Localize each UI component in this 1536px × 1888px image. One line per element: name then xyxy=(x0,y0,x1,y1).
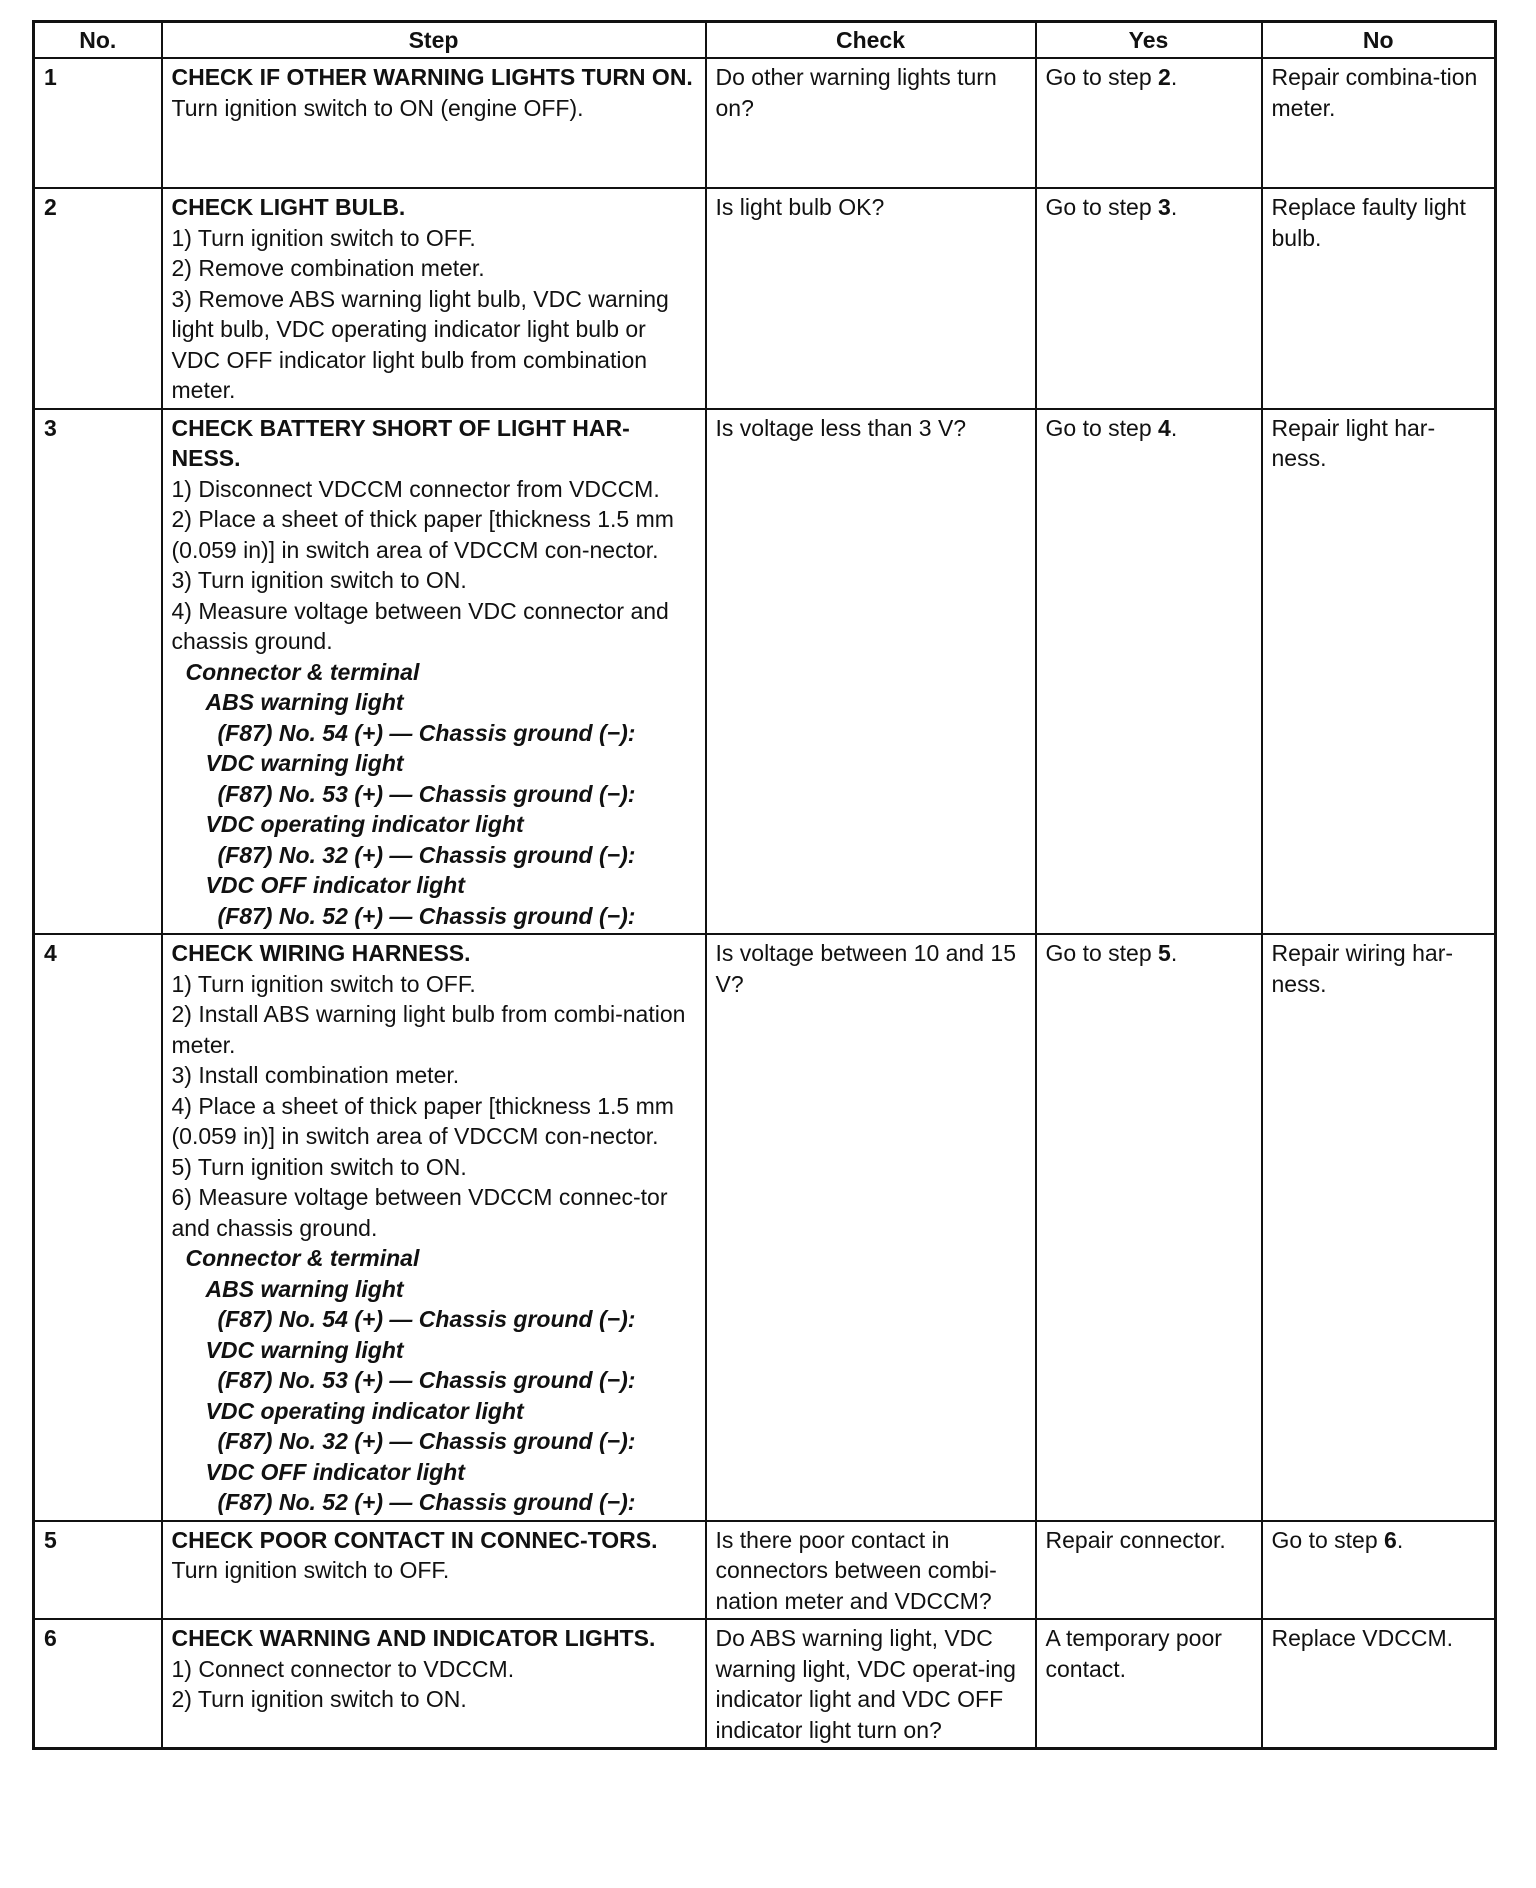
header-no-result: No xyxy=(1262,22,1496,59)
step-number: 5 xyxy=(34,1521,162,1620)
step-number: 4 xyxy=(34,934,162,1521)
yes-action-text: A temporary poor contact. xyxy=(1045,1625,1222,1682)
step-number: 2 xyxy=(34,188,162,409)
table-row xyxy=(34,58,1496,188)
yes-action-text: Go to step xyxy=(1045,194,1159,220)
step-instruction: 4) Place a sheet of thick paper [thickness 1.5 mm (0.059 in)] in switch area of VDCCM con-nector. xyxy=(171,1092,674,1149)
terminal-spec: VDC operating indicator light xyxy=(205,1397,524,1424)
terminal-spec: (F87) No. 32 (+) — Chassis ground (−): xyxy=(217,1428,636,1454)
step-cell xyxy=(162,1619,706,1749)
terminal-spec: (F87) No. 52 (+) — Chassis ground (−): xyxy=(217,1489,636,1515)
no-action-text: Repair wiring har-ness. xyxy=(1271,940,1454,997)
diagnostic-table xyxy=(32,20,1497,1750)
no-action-text: Repair combina-tion meter. xyxy=(1271,64,1478,121)
no-step-number: 6 xyxy=(1384,1526,1397,1553)
yes-action-text: Go to step xyxy=(1045,940,1159,966)
step-instruction: 2) Turn ignition switch to ON. xyxy=(171,1686,467,1712)
yes-step-number: 5 xyxy=(1158,940,1171,966)
terminal-spec: (F87) No. 53 (+) — Chassis ground (−): xyxy=(217,780,636,807)
step-title: CHECK BATTERY SHORT OF LIGHT HAR-NESS. xyxy=(171,414,630,471)
yes-cell xyxy=(1036,188,1262,409)
table-body xyxy=(34,58,1496,1749)
yes-cell xyxy=(1036,58,1262,188)
table-row xyxy=(34,1521,1496,1620)
no-cell xyxy=(1262,934,1496,1521)
no-action-text: Replace VDCCM. xyxy=(1271,1625,1453,1651)
step-instruction: 6) Measure voltage between VDCCM connec-tor and chassis ground. xyxy=(171,1184,668,1241)
step-cell xyxy=(162,58,706,188)
terminal-spec: (F87) No. 54 (+) — Chassis ground (−): xyxy=(217,719,636,746)
step-title: CHECK IF OTHER WARNING LIGHTS TURN ON. xyxy=(171,64,693,90)
header-check: Check xyxy=(706,22,1036,59)
yes-cell xyxy=(1036,409,1262,935)
step-number: 1 xyxy=(34,58,162,188)
no-action-suffix: . xyxy=(1396,1526,1404,1553)
yes-action-suffix: . xyxy=(1170,414,1178,441)
step-instruction: 3) Remove ABS warning light bulb, VDC warning light bulb, VDC operating indicator light bulb or VDC OFF indicator light bulb from combination meter. xyxy=(171,285,669,403)
yes-cell xyxy=(1036,934,1262,1521)
step-cell xyxy=(162,934,706,1521)
step-instruction: 2) Place a sheet of thick paper [thickness 1.5 mm (0.059 in)] in switch area of VDCCM con-nector. xyxy=(171,506,674,563)
terminal-spec: (F87) No. 54 (+) — Chassis ground (−): xyxy=(217,1306,636,1332)
check-cell: Is light bulb OK? xyxy=(706,188,1036,409)
yes-cell xyxy=(1036,1619,1262,1749)
yes-step-number: 3 xyxy=(1158,194,1171,220)
step-title: CHECK LIGHT BULB. xyxy=(171,194,406,220)
step-instruction: Turn ignition switch to ON (engine OFF). xyxy=(171,94,584,121)
yes-action-suffix: . xyxy=(1170,194,1178,220)
yes-action-suffix: . xyxy=(1170,940,1178,966)
terminal-spec: VDC OFF indicator light xyxy=(205,1458,465,1485)
no-cell xyxy=(1262,1521,1496,1620)
table-row xyxy=(34,1619,1496,1749)
header-row xyxy=(34,22,1496,59)
no-cell xyxy=(1262,58,1496,188)
step-instruction: 1) Turn ignition switch to OFF. xyxy=(171,224,476,251)
no-action-text: Repair light har-ness. xyxy=(1271,414,1436,471)
step-title: CHECK POOR CONTACT IN CONNEC-TORS. xyxy=(171,1526,658,1553)
step-cell xyxy=(162,409,706,935)
yes-cell xyxy=(1036,1521,1262,1620)
check-cell: Is voltage between 10 and 15 V? xyxy=(706,934,1036,1521)
step-title: CHECK WARNING AND INDICATOR LIGHTS. xyxy=(171,1625,656,1651)
table-row xyxy=(34,188,1496,409)
no-action-text: Replace faulty light bulb. xyxy=(1271,194,1466,251)
terminal-spec: VDC operating indicator light xyxy=(205,811,524,837)
check-cell: Do ABS warning light, VDC warning light, VDC operat-ing indicator light and VDC OFF indicator light turn on? xyxy=(706,1619,1036,1749)
no-cell xyxy=(1262,1619,1496,1749)
step-cell xyxy=(162,188,706,409)
step-instruction: 1) Disconnect VDCCM connector from VDCCM. xyxy=(171,475,660,502)
terminal-spec: ABS warning light xyxy=(205,689,404,715)
yes-step-number: 4 xyxy=(1158,414,1171,441)
step-instruction: 3) Turn ignition switch to ON. xyxy=(171,567,467,593)
header-no: No. xyxy=(34,22,162,59)
no-action-text: Go to step xyxy=(1271,1526,1385,1553)
step-instruction: Turn ignition switch to OFF. xyxy=(171,1557,450,1583)
yes-action-suffix: . xyxy=(1170,64,1178,90)
header-yes: Yes xyxy=(1036,22,1262,59)
terminal-spec: VDC warning light xyxy=(205,750,404,776)
terminal-spec: Connector & terminal xyxy=(185,658,420,685)
terminal-spec: (F87) No. 32 (+) — Chassis ground (−): xyxy=(217,841,636,868)
yes-action-text: Go to step xyxy=(1045,414,1159,441)
yes-action-text: Go to step xyxy=(1045,64,1159,90)
step-number: 3 xyxy=(34,409,162,935)
yes-action-text: Repair connector. xyxy=(1045,1526,1226,1553)
step-number: 6 xyxy=(34,1619,162,1749)
terminal-spec: Connector & terminal xyxy=(185,1245,420,1271)
step-cell xyxy=(162,1521,706,1620)
terminal-spec: (F87) No. 52 (+) — Chassis ground (−): xyxy=(217,902,636,929)
step-instruction: 1) Turn ignition switch to OFF. xyxy=(171,970,476,997)
step-instruction: 5) Turn ignition switch to ON. xyxy=(171,1153,467,1180)
terminal-spec: VDC warning light xyxy=(205,1336,404,1363)
terminal-spec: (F87) No. 53 (+) — Chassis ground (−): xyxy=(217,1367,636,1393)
table-row xyxy=(34,409,1496,935)
no-cell xyxy=(1262,188,1496,409)
step-instruction: 4) Measure voltage between VDC connector and chassis ground. xyxy=(171,597,669,654)
check-cell: Do other warning lights turn on? xyxy=(706,58,1036,188)
check-cell: Is there poor contact in connectors between combi-nation meter and VDCCM? xyxy=(706,1521,1036,1620)
table-row xyxy=(34,934,1496,1521)
step-instruction: 3) Install combination meter. xyxy=(171,1062,460,1088)
header-step: Step xyxy=(162,22,706,59)
no-cell xyxy=(1262,409,1496,935)
diagnostic-table-sheet xyxy=(32,20,1494,1750)
yes-step-number: 2 xyxy=(1158,64,1171,90)
step-instruction: 2) Remove combination meter. xyxy=(171,255,485,281)
step-instruction: 2) Install ABS warning light bulb from combi-nation meter. xyxy=(171,1001,686,1058)
terminal-spec: ABS warning light xyxy=(205,1275,404,1302)
step-title: CHECK WIRING HARNESS. xyxy=(171,940,471,966)
terminal-spec: VDC OFF indicator light xyxy=(205,872,465,898)
check-cell: Is voltage less than 3 V? xyxy=(706,409,1036,935)
step-instruction: 1) Connect connector to VDCCM. xyxy=(171,1655,515,1682)
